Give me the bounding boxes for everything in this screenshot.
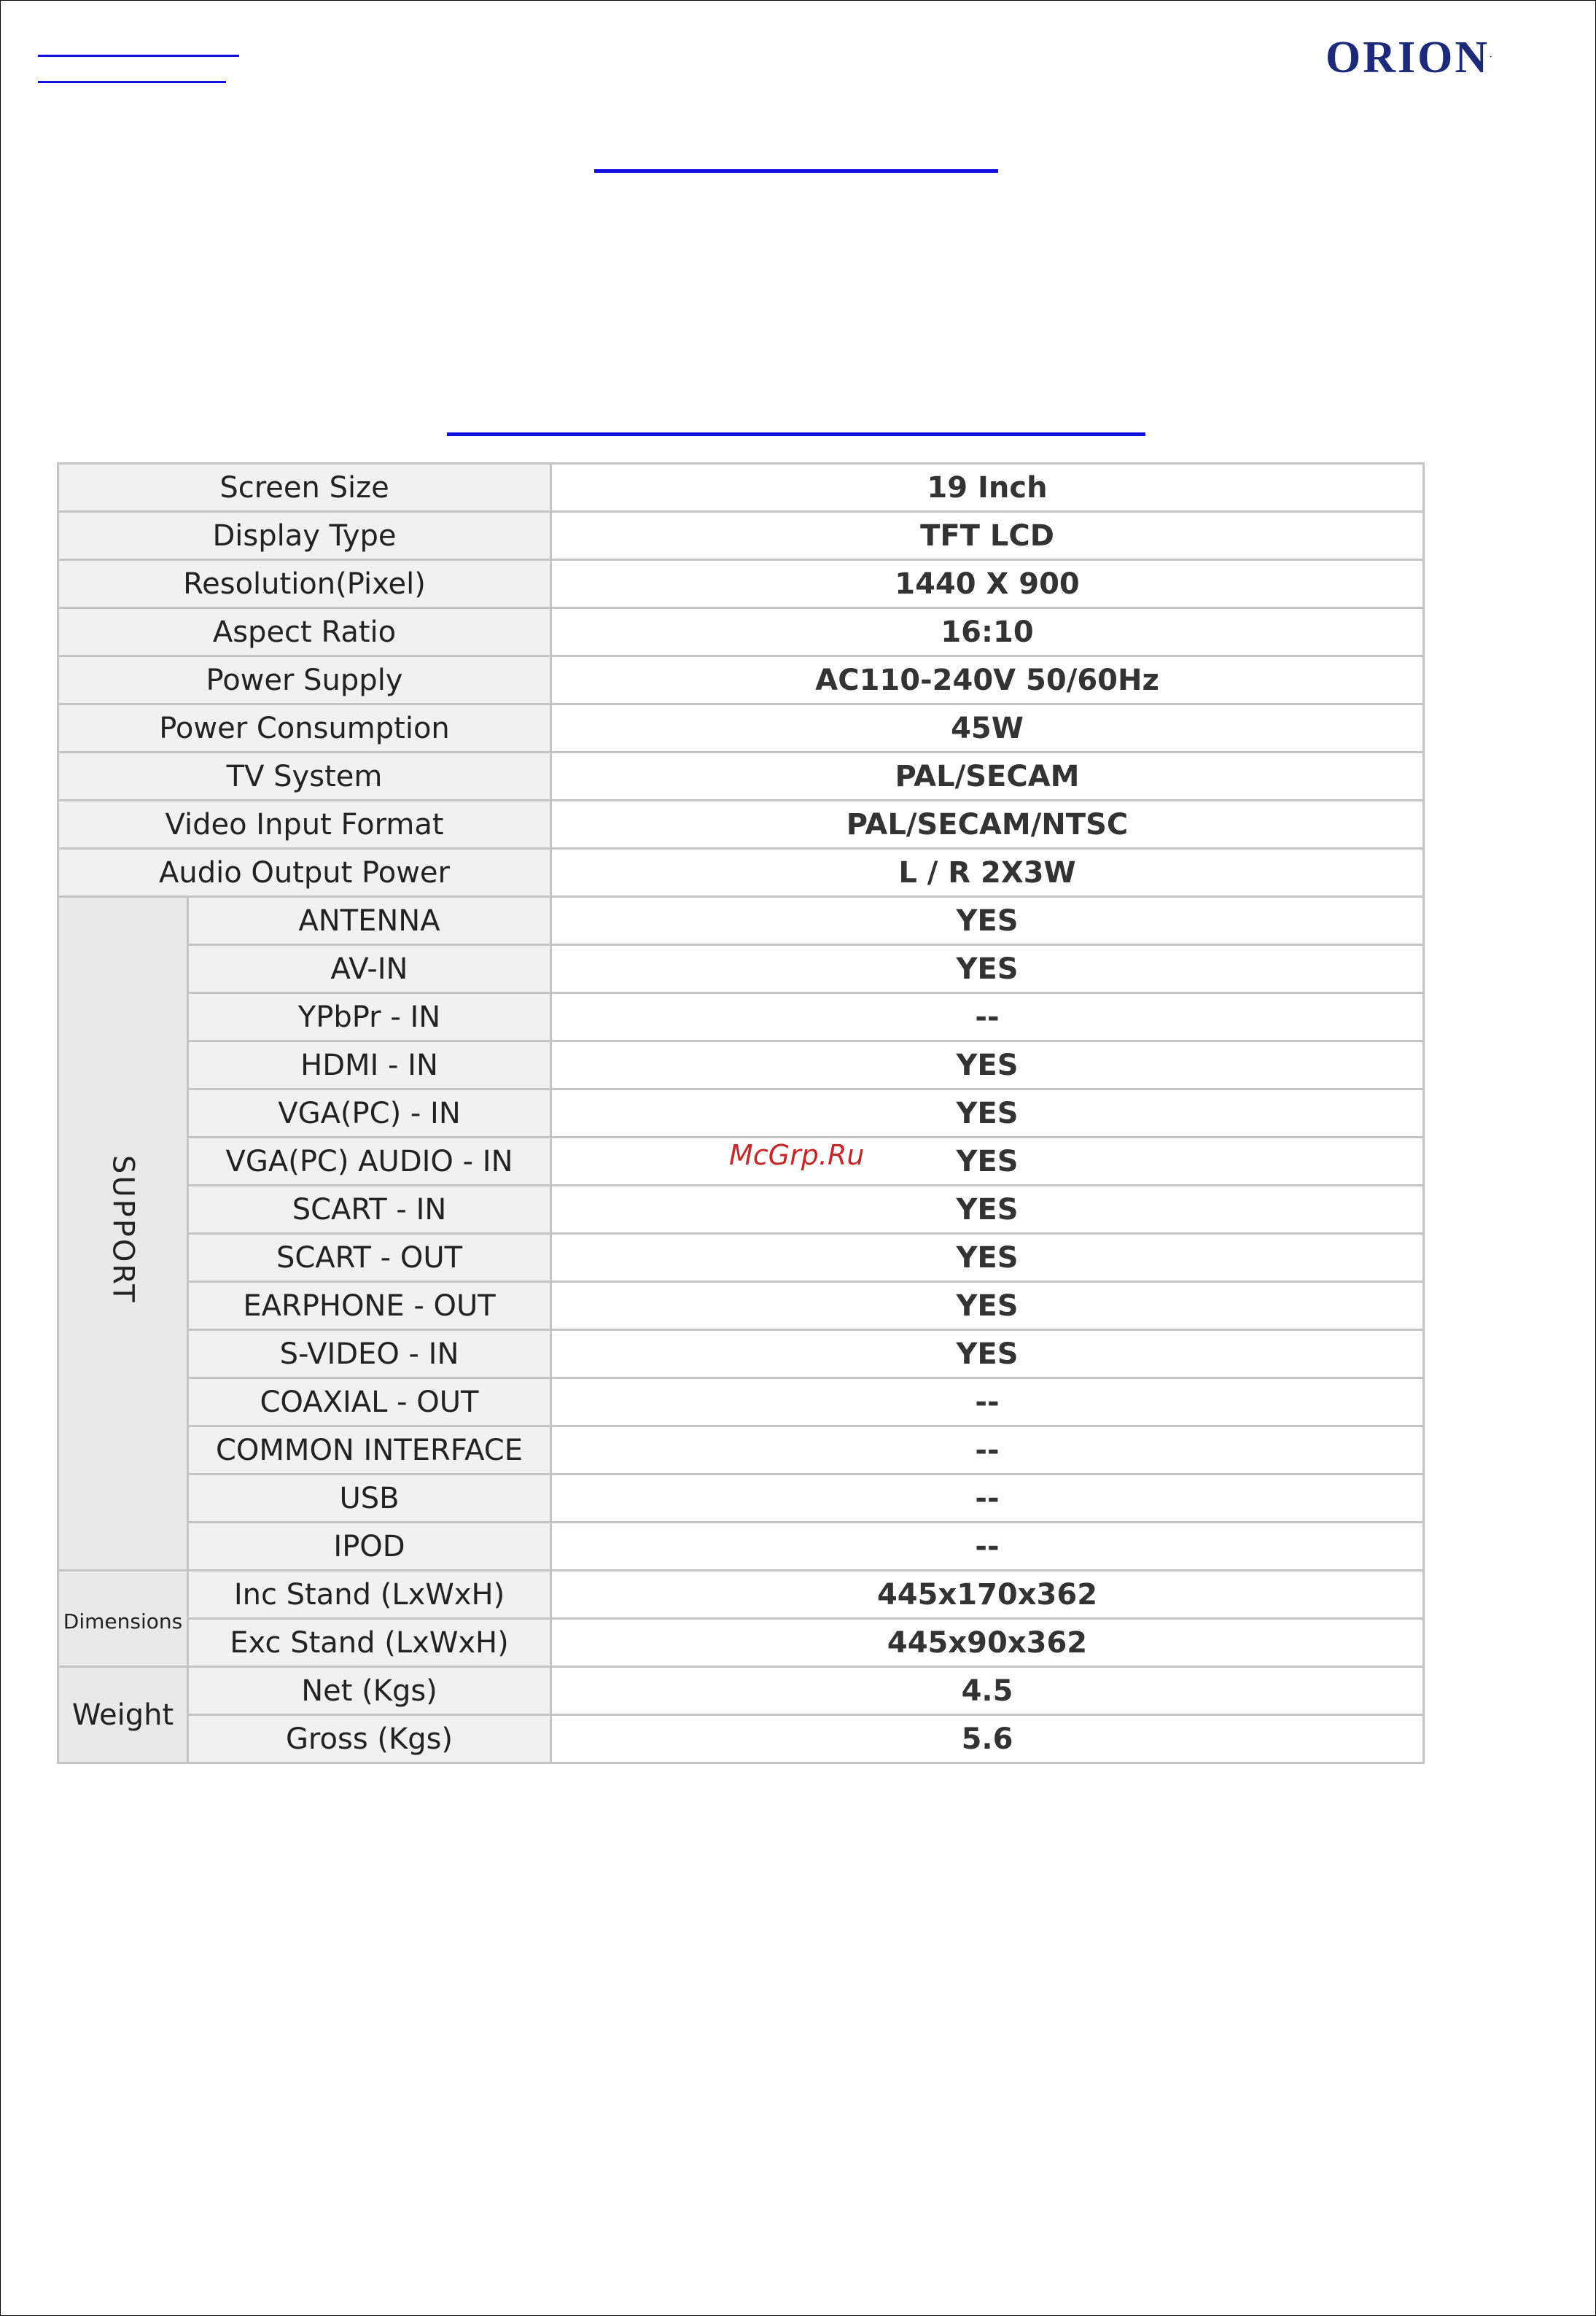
dimensions-label: Inc Stand (LxWxH) xyxy=(188,1571,551,1619)
support-value: YES xyxy=(551,1138,1424,1186)
orion-logo: ORION· xyxy=(1326,33,1492,82)
support-value: -- xyxy=(551,1426,1424,1474)
weight-label: Gross (Kgs) xyxy=(188,1715,551,1763)
support-row xyxy=(58,1186,1424,1234)
weight-label: Net (Kgs) xyxy=(188,1667,551,1715)
support-row xyxy=(58,897,1424,945)
support-label: VGA(PC) AUDIO - IN xyxy=(188,1138,551,1186)
support-group-label xyxy=(58,897,188,1571)
spec-row xyxy=(58,849,1424,897)
support-row xyxy=(58,1378,1424,1426)
support-label: YPbPr - IN xyxy=(188,993,551,1041)
specification-table xyxy=(57,462,1425,1764)
dimensions-row xyxy=(58,1571,1424,1619)
support-row xyxy=(58,993,1424,1041)
spec-row xyxy=(58,512,1424,560)
support-row xyxy=(58,1330,1424,1378)
support-label: AV-IN xyxy=(188,945,551,993)
weight-row xyxy=(58,1715,1424,1763)
spec-label: Power Supply xyxy=(58,656,551,704)
support-row xyxy=(58,1474,1424,1523)
weight-row xyxy=(58,1667,1424,1715)
support-value: -- xyxy=(551,1523,1424,1571)
support-label: COMMON INTERFACE xyxy=(188,1426,551,1474)
weight-group-text: Weight xyxy=(71,1698,174,1732)
spec-row xyxy=(58,753,1424,801)
support-value: YES xyxy=(551,945,1424,993)
support-value: -- xyxy=(551,1474,1424,1523)
support-group-text: SUPPORT xyxy=(106,1155,140,1305)
support-label: VGA(PC) - IN xyxy=(188,1089,551,1138)
support-value: YES xyxy=(551,1089,1424,1138)
dimensions-value: 445x90x362 xyxy=(551,1619,1424,1667)
support-row xyxy=(58,1234,1424,1282)
support-row xyxy=(58,1426,1424,1474)
weight-value: 5.6 xyxy=(551,1715,1424,1763)
support-value: YES xyxy=(551,897,1424,945)
spec-row xyxy=(58,464,1424,512)
spec-label: Audio Output Power xyxy=(58,849,551,897)
spec-label: Screen Size xyxy=(58,464,551,512)
spec-row xyxy=(58,608,1424,656)
header-link-underline-1[interactable] xyxy=(38,55,239,57)
spec-row xyxy=(58,704,1424,753)
support-label: USB xyxy=(188,1474,551,1523)
spec-label: Power Consumption xyxy=(58,704,551,753)
support-value: YES xyxy=(551,1330,1424,1378)
support-value: -- xyxy=(551,1378,1424,1426)
spec-value: 16:10 xyxy=(551,608,1424,656)
section-underline[interactable] xyxy=(447,432,1145,436)
support-label: HDMI - IN xyxy=(188,1041,551,1089)
dimensions-value: 445x170x362 xyxy=(551,1571,1424,1619)
spec-label: Display Type xyxy=(58,512,551,560)
support-row xyxy=(58,1041,1424,1089)
spec-label: Resolution(Pixel) xyxy=(58,560,551,608)
support-value: YES xyxy=(551,1186,1424,1234)
support-value: YES xyxy=(551,1282,1424,1330)
spec-value: PAL/SECAM xyxy=(551,753,1424,801)
spec-row xyxy=(58,801,1424,849)
dimensions-group-label xyxy=(58,1571,188,1667)
support-label: S-VIDEO - IN xyxy=(188,1330,551,1378)
weight-group-label xyxy=(58,1667,188,1763)
support-label: IPOD xyxy=(188,1523,551,1571)
spec-value: AC110-240V 50/60Hz xyxy=(551,656,1424,704)
spec-value: 1440 X 900 xyxy=(551,560,1424,608)
dimensions-group-text: Dimensions xyxy=(63,1609,183,1633)
support-label: EARPHONE - OUT xyxy=(188,1282,551,1330)
support-value: -- xyxy=(551,993,1424,1041)
watermark: McGrp.Ru xyxy=(729,1139,865,1171)
header-link-underline-2[interactable] xyxy=(38,81,226,83)
support-row xyxy=(58,945,1424,993)
spec-value: 19 Inch xyxy=(551,464,1424,512)
weight-value: 4.5 xyxy=(551,1667,1424,1715)
support-label: COAXIAL - OUT xyxy=(188,1378,551,1426)
support-row xyxy=(58,1523,1424,1571)
support-row xyxy=(58,1282,1424,1330)
spec-value: L / R 2X3W xyxy=(551,849,1424,897)
support-label: ANTENNA xyxy=(188,897,551,945)
title-underline[interactable] xyxy=(594,169,998,173)
dimensions-row xyxy=(58,1619,1424,1667)
support-value: YES xyxy=(551,1234,1424,1282)
support-label: SCART - OUT xyxy=(188,1234,551,1282)
spec-label: TV System xyxy=(58,753,551,801)
spec-row xyxy=(58,560,1424,608)
spec-value: TFT LCD xyxy=(551,512,1424,560)
spec-value: 45W xyxy=(551,704,1424,753)
dimensions-label: Exc Stand (LxWxH) xyxy=(188,1619,551,1667)
support-value: YES xyxy=(551,1041,1424,1089)
spec-row xyxy=(58,656,1424,704)
spec-label: Video Input Format xyxy=(58,801,551,849)
support-label: SCART - IN xyxy=(188,1186,551,1234)
support-row xyxy=(58,1089,1424,1138)
spec-label: Aspect Ratio xyxy=(58,608,551,656)
spec-value: PAL/SECAM/NTSC xyxy=(551,801,1424,849)
